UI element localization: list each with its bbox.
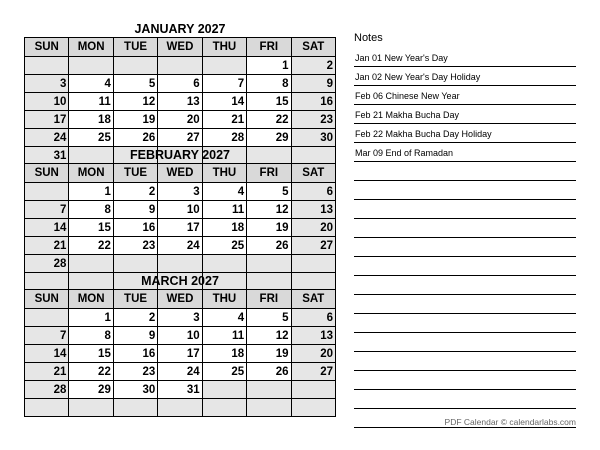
week-row	[25, 57, 336, 75]
day-cell: 23	[113, 363, 157, 381]
week-row	[25, 93, 336, 111]
note-blank-line	[354, 238, 576, 257]
day-cell: 10	[158, 201, 202, 219]
month-table	[24, 289, 336, 417]
day-cell: 13	[158, 93, 202, 111]
day-cell: 26	[113, 129, 157, 147]
day-cell: 20	[158, 111, 202, 129]
day-cell: 4	[202, 309, 246, 327]
day-cell: 10	[158, 327, 202, 345]
note-item: Feb 22 Makha Bucha Day Holiday	[354, 124, 576, 143]
day-cell: 7	[25, 327, 69, 345]
note-item: Mar 09 End of Ramadan	[354, 143, 576, 162]
day-cell	[247, 399, 291, 417]
day-cell: 21	[202, 111, 246, 129]
weekday-header: THU	[202, 290, 246, 309]
day-cell: 15	[247, 93, 291, 111]
week-row	[25, 111, 336, 129]
weekday-header: SUN	[25, 164, 69, 183]
day-cell	[291, 255, 335, 273]
day-cell: 6	[158, 75, 202, 93]
note-blank-line	[354, 257, 576, 276]
calendar-month-february	[24, 148, 336, 291]
weekday-header: MON	[69, 290, 113, 309]
note-item: Jan 01 New Year's Day	[354, 48, 576, 67]
day-cell	[158, 399, 202, 417]
note-item: Feb 06 Chinese New Year	[354, 86, 576, 105]
day-cell: 3	[158, 183, 202, 201]
note-item: Feb 21 Makha Bucha Day	[354, 105, 576, 124]
calendar-month-march	[24, 274, 336, 417]
day-cell	[247, 381, 291, 399]
day-cell: 27	[291, 363, 335, 381]
weekday-header: MON	[69, 38, 113, 57]
day-cell: 14	[25, 219, 69, 237]
weekday-header: SUN	[25, 38, 69, 57]
week-row	[25, 75, 336, 93]
day-cell: 17	[25, 111, 69, 129]
day-cell	[69, 57, 113, 75]
day-cell: 2	[291, 57, 335, 75]
day-cell: 3	[25, 75, 69, 93]
note-blank-line	[354, 219, 576, 238]
day-cell: 23	[291, 111, 335, 129]
day-cell: 11	[202, 327, 246, 345]
day-cell: 26	[247, 363, 291, 381]
note-blank-line	[354, 352, 576, 371]
weekday-header-row	[25, 164, 336, 183]
footer-credit: PDF Calendar © calendarlabs.com	[444, 417, 576, 427]
weekday-header: SAT	[291, 164, 335, 183]
day-cell: 5	[113, 75, 157, 93]
note-blank-line	[354, 276, 576, 295]
day-cell	[25, 183, 69, 201]
day-cell: 12	[247, 327, 291, 345]
day-cell: 9	[113, 201, 157, 219]
day-cell: 15	[69, 345, 113, 363]
week-row	[25, 363, 336, 381]
day-cell: 31	[25, 147, 69, 165]
day-cell: 8	[247, 75, 291, 93]
day-cell	[113, 57, 157, 75]
calendar-month-january	[24, 22, 336, 165]
day-cell: 1	[247, 57, 291, 75]
weekday-header: FRI	[247, 38, 291, 57]
day-cell	[113, 255, 157, 273]
day-cell: 30	[113, 381, 157, 399]
day-cell	[113, 399, 157, 417]
weekday-header: TUE	[113, 38, 157, 57]
day-cell: 17	[158, 219, 202, 237]
day-cell	[202, 57, 246, 75]
day-cell: 18	[202, 219, 246, 237]
day-cell: 4	[202, 183, 246, 201]
day-cell	[69, 255, 113, 273]
note-blank-line	[354, 390, 576, 409]
weekday-header: SAT	[291, 38, 335, 57]
week-row	[25, 381, 336, 399]
day-cell: 16	[291, 93, 335, 111]
weekday-header-row	[25, 38, 336, 57]
weekday-header-row	[25, 290, 336, 309]
day-cell	[69, 399, 113, 417]
day-cell: 21	[25, 363, 69, 381]
day-cell: 24	[25, 129, 69, 147]
day-cell: 15	[69, 219, 113, 237]
note-blank-line	[354, 314, 576, 333]
day-cell: 8	[69, 327, 113, 345]
note-blank-line	[354, 295, 576, 314]
weekday-header: WED	[158, 164, 202, 183]
weekday-header: FRI	[247, 164, 291, 183]
day-cell: 19	[247, 345, 291, 363]
weekday-header: THU	[202, 38, 246, 57]
week-row	[25, 327, 336, 345]
month-title: MARCH 2027	[141, 274, 219, 288]
day-cell: 16	[113, 345, 157, 363]
weekday-header: THU	[202, 164, 246, 183]
day-cell: 5	[247, 183, 291, 201]
day-cell	[25, 309, 69, 327]
day-cell: 21	[25, 237, 69, 255]
note-blank-line	[354, 200, 576, 219]
day-cell: 17	[158, 345, 202, 363]
day-cell: 25	[202, 363, 246, 381]
day-cell: 8	[69, 201, 113, 219]
day-cell	[158, 255, 202, 273]
day-cell: 14	[25, 345, 69, 363]
day-cell: 23	[113, 237, 157, 255]
day-cell: 29	[247, 129, 291, 147]
day-cell: 3	[158, 309, 202, 327]
day-cell	[291, 381, 335, 399]
weekday-header: FRI	[247, 290, 291, 309]
day-cell: 5	[247, 309, 291, 327]
day-cell: 31	[158, 381, 202, 399]
month-title: JANUARY 2027	[134, 22, 226, 36]
day-cell: 10	[25, 93, 69, 111]
day-cell: 18	[202, 345, 246, 363]
note-blank-line	[354, 333, 576, 352]
day-cell: 22	[69, 237, 113, 255]
day-cell: 9	[291, 75, 335, 93]
note-item: Jan 02 New Year's Day Holiday	[354, 67, 576, 86]
day-cell: 6	[291, 309, 335, 327]
day-cell: 27	[158, 129, 202, 147]
day-cell: 9	[113, 327, 157, 345]
month-title: FEBRUARY 2027	[129, 148, 231, 162]
week-row	[25, 237, 336, 255]
day-cell: 19	[113, 111, 157, 129]
day-cell: 20	[291, 219, 335, 237]
day-cell: 11	[69, 93, 113, 111]
day-cell: 22	[69, 363, 113, 381]
week-row	[25, 129, 336, 147]
day-cell: 25	[69, 129, 113, 147]
day-cell: 13	[291, 201, 335, 219]
day-cell: 2	[113, 183, 157, 201]
day-cell: 13	[291, 327, 335, 345]
day-cell: 26	[247, 237, 291, 255]
day-cell: 14	[202, 93, 246, 111]
day-cell: 28	[202, 129, 246, 147]
notes-title: Notes	[354, 32, 383, 44]
week-row	[25, 219, 336, 237]
note-blank-line	[354, 162, 576, 181]
day-cell: 28	[25, 381, 69, 399]
day-cell	[202, 399, 246, 417]
day-cell: 7	[25, 201, 69, 219]
day-cell: 24	[158, 237, 202, 255]
weekday-header: MON	[69, 164, 113, 183]
day-cell: 1	[69, 309, 113, 327]
day-cell	[202, 255, 246, 273]
day-cell: 28	[25, 255, 69, 273]
week-row	[25, 183, 336, 201]
day-cell: 30	[291, 129, 335, 147]
week-row	[25, 201, 336, 219]
weekday-header: TUE	[113, 290, 157, 309]
day-cell: 11	[202, 201, 246, 219]
day-cell: 6	[291, 183, 335, 201]
day-cell	[291, 399, 335, 417]
month-table	[24, 163, 336, 291]
week-row	[25, 399, 336, 417]
week-row	[25, 345, 336, 363]
day-cell: 1	[69, 183, 113, 201]
week-row	[25, 309, 336, 327]
month-table	[24, 37, 336, 165]
day-cell: 22	[247, 111, 291, 129]
day-cell: 18	[69, 111, 113, 129]
day-cell: 20	[291, 345, 335, 363]
day-cell: 25	[202, 237, 246, 255]
day-cell: 29	[69, 381, 113, 399]
weekday-header: WED	[158, 290, 202, 309]
day-cell: 27	[291, 237, 335, 255]
day-cell	[158, 57, 202, 75]
weekday-header: TUE	[113, 164, 157, 183]
note-blank-line	[354, 181, 576, 200]
notes-panel	[354, 28, 576, 428]
day-cell: 24	[158, 363, 202, 381]
day-cell: 12	[247, 201, 291, 219]
day-cell: 4	[69, 75, 113, 93]
day-cell: 19	[247, 219, 291, 237]
day-cell: 2	[113, 309, 157, 327]
day-cell: 12	[113, 93, 157, 111]
day-cell	[25, 57, 69, 75]
note-blank-line	[354, 371, 576, 390]
day-cell	[247, 255, 291, 273]
day-cell: 16	[113, 219, 157, 237]
notes-lines	[354, 48, 576, 428]
day-cell	[202, 381, 246, 399]
day-cell: 7	[202, 75, 246, 93]
week-row	[25, 255, 336, 273]
weekday-header: WED	[158, 38, 202, 57]
day-cell	[25, 399, 69, 417]
weekday-header: SAT	[291, 290, 335, 309]
weekday-header: SUN	[25, 290, 69, 309]
